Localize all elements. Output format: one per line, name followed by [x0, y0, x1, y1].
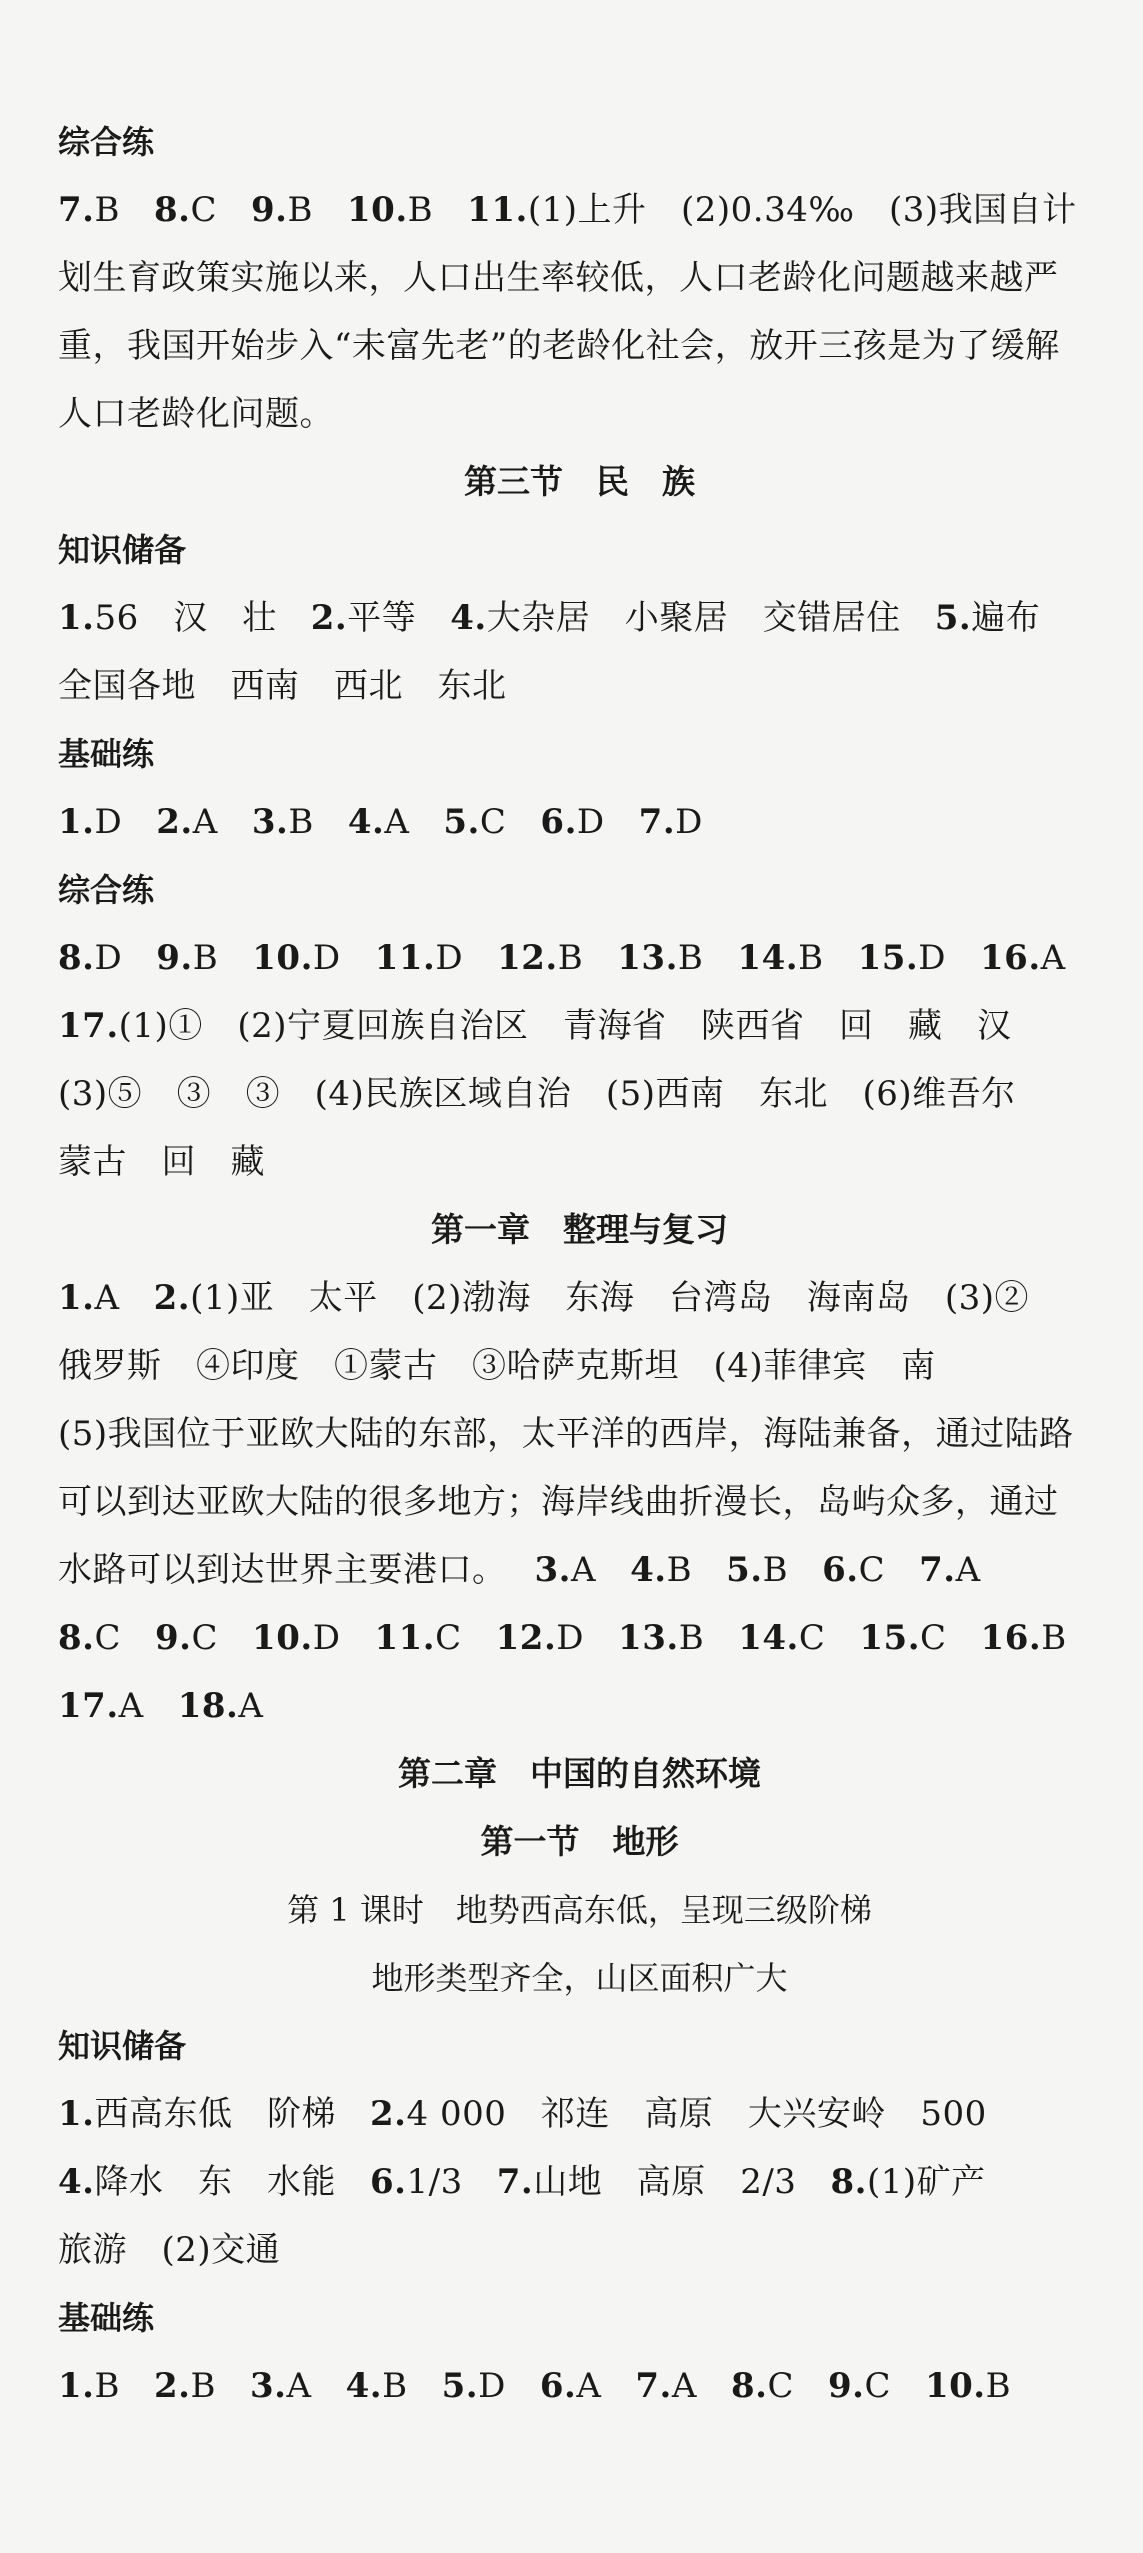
question-number: 4.: [450, 598, 487, 638]
answer-value: C: [858, 1550, 886, 1590]
answer-value: C: [191, 1618, 219, 1658]
question-number: 8.: [730, 2366, 768, 2406]
answer-item: [828, 2352, 891, 2420]
answer-value: B: [94, 2366, 120, 2406]
answer-line: [58, 584, 1101, 652]
question-number: 2.: [154, 2366, 191, 2406]
question-number: 5.: [443, 802, 480, 842]
question-number: 10.: [252, 938, 313, 978]
question-number: 5.: [934, 598, 972, 638]
answer-value: C: [479, 802, 507, 842]
question-number: 16.: [980, 1618, 1042, 1658]
answer-value: 山地 高原 2/3: [533, 2162, 797, 2202]
question-number: 1.: [58, 598, 95, 638]
answer-item: [731, 2352, 794, 2420]
answer-value: B: [762, 1550, 789, 1590]
answer-value: (1)矿产: [866, 2162, 986, 2202]
answer-value: D: [312, 1618, 341, 1658]
answer-item: [348, 788, 410, 856]
answer-item: [496, 1604, 584, 1672]
answer-text-line: 可以到达亚欧大陆的很多地方；海岸线曲折漫长，岛屿众多，通过: [58, 1482, 1059, 1522]
answer-value: A: [238, 1686, 264, 1726]
answer-value: B: [1041, 1618, 1067, 1658]
answer-value: B: [407, 190, 434, 230]
question-number: 17.: [58, 1006, 119, 1046]
question-number: 6.: [539, 2366, 577, 2406]
question-number: 7.: [58, 190, 95, 230]
answer-text-line: 重，我国开始步入“未富先老”的老龄化社会，放开三孩是为了缓解: [58, 326, 1060, 366]
answer-value: B: [677, 938, 704, 978]
question-number: 1.: [58, 802, 95, 842]
question-number: 1.: [58, 1278, 95, 1318]
answer-item: [154, 1264, 1029, 1332]
answer-item: [737, 924, 823, 992]
answer-value: 4 000 祁连 高原 大兴安岭 500: [406, 2094, 987, 2134]
answer-value: B: [557, 938, 584, 978]
answer-item: [58, 1672, 144, 1740]
answer-item: [497, 924, 583, 992]
answer-item: [375, 924, 463, 992]
section-label: 知识储备: [58, 2027, 187, 2065]
answer-value: C: [920, 1618, 947, 1658]
answer-value: 平等: [347, 598, 417, 638]
answer-value: A: [576, 2366, 602, 2406]
answer-value: 大杂居 小聚居 交错居住: [486, 598, 901, 638]
question-number: 8.: [830, 2162, 867, 2202]
question-number: 12.: [495, 1618, 557, 1658]
question-number: 13.: [617, 938, 678, 978]
question-number: 9.: [251, 190, 288, 230]
question-number: 9.: [155, 1618, 192, 1658]
answer-value: D: [94, 802, 123, 842]
question-number: 10.: [924, 2366, 986, 2406]
answer-line: [58, 788, 1101, 856]
answer-item: [540, 2352, 602, 2420]
section-label: 基础练: [58, 735, 155, 773]
answer-item: [635, 2352, 697, 2420]
answer-value: C: [190, 190, 218, 230]
question-number: 3.: [250, 2366, 287, 2406]
answer-item: [639, 788, 703, 856]
question-number: 12.: [497, 938, 558, 978]
answer-item: [981, 1604, 1067, 1672]
question-number: 2.: [310, 598, 348, 638]
answer-value: C: [94, 1618, 122, 1658]
answer-value: D: [435, 938, 464, 978]
question-number: 1.: [58, 2366, 95, 2406]
answer-item: [58, 1264, 120, 1332]
question-number: 3.: [251, 802, 289, 842]
answer-line: [58, 1264, 1101, 1332]
answer-text-line: (3)⑤ ③ ③ (4)民族区域自治 (5)西南 东北 (6)维吾尔: [58, 1074, 1016, 1114]
answer-item: [497, 2148, 797, 2216]
question-number: 7.: [638, 802, 676, 842]
answer-item: [630, 1536, 692, 1604]
section-heading: 第二章 中国的自然环境: [398, 1754, 761, 1793]
answer-value: B: [382, 2366, 408, 2406]
answer-line: [58, 2080, 1101, 2148]
answer-value: A: [286, 2366, 312, 2406]
answer-item: [442, 2352, 506, 2420]
answer-text: 水路可以到达世界主要港口。: [58, 1550, 507, 1590]
answer-item: [858, 924, 946, 992]
question-number: 18.: [177, 1686, 239, 1726]
question-number: 7.: [496, 2162, 534, 2202]
answer-item: [617, 924, 703, 992]
answer-value: C: [798, 1618, 826, 1658]
answer-item: [370, 2080, 987, 2148]
question-number: 14.: [738, 1618, 799, 1658]
answer-item: [830, 2148, 985, 2216]
answer-line: [58, 1672, 1101, 1740]
answer-item: [155, 1604, 218, 1672]
answer-line: [58, 176, 1101, 244]
answer-text-line: 人口老龄化问题。: [58, 394, 334, 434]
answer-value: 56 汉 壮: [94, 598, 277, 638]
answer-value: C: [767, 2366, 794, 2406]
answer-value: B: [192, 938, 219, 978]
question-number: 3.: [534, 1550, 571, 1590]
section-heading: 第三节 民 族: [464, 462, 695, 501]
section-heading: 第一节 地形: [480, 1822, 679, 1861]
answer-value: B: [287, 190, 314, 230]
question-number: 17.: [58, 1686, 119, 1726]
answer-item: [251, 176, 313, 244]
answer-item: [443, 788, 506, 856]
question-number: 8.: [58, 1618, 95, 1658]
answer-item: [252, 788, 314, 856]
answer-item: [58, 2080, 336, 2148]
answer-item: [156, 788, 218, 856]
answer-item: [58, 924, 122, 992]
answer-line: [58, 992, 1101, 1060]
section-label: 基础练: [58, 2299, 155, 2337]
answer-item: [58, 2148, 336, 2216]
question-number: 10.: [347, 190, 408, 230]
answer-item: [252, 1604, 340, 1672]
answer-value: B: [94, 190, 120, 230]
answer-item: [467, 176, 1076, 244]
answer-item: [178, 1672, 264, 1740]
answer-value: D: [312, 938, 341, 978]
question-number: 4.: [345, 2366, 383, 2406]
answer-item: [738, 1604, 825, 1672]
answer-value: C: [435, 1618, 462, 1658]
answer-item: [58, 992, 1011, 1060]
question-number: 6.: [540, 802, 577, 842]
answer-value: 1/3: [406, 2162, 463, 2202]
answer-item: [859, 1604, 946, 1672]
question-number: 4.: [630, 1550, 667, 1590]
answer-text-line: 旅游 (2)交通: [58, 2230, 281, 2270]
answer-value: 西高东低 阶梯: [94, 2094, 336, 2134]
answer-value: C: [864, 2366, 891, 2406]
answer-value: B: [190, 2366, 216, 2406]
answer-value: (1)亚 太平 (2)渤海 东海 台湾岛 海南岛 (3)②: [190, 1278, 1030, 1318]
answer-item: [925, 2352, 1011, 2420]
answer-value: B: [288, 802, 314, 842]
question-number: 8.: [154, 190, 191, 230]
answer-value: D: [675, 802, 703, 842]
question-number: 2.: [370, 2094, 407, 2134]
question-number: 2.: [156, 802, 193, 842]
answer-item: [618, 1604, 704, 1672]
answer-value: B: [985, 2366, 1012, 2406]
question-number: 15.: [859, 1618, 921, 1658]
question-number: 4.: [347, 802, 385, 842]
section-label: 知识储备: [58, 531, 187, 569]
answer-line: [58, 924, 1101, 992]
answer-text-line: (5)我国位于亚欧大陆的东部，太平洋的西岸，海陆兼备，通过陆路: [58, 1414, 1074, 1454]
answer-item: [252, 924, 340, 992]
answer-item: [154, 176, 217, 244]
question-number: 13.: [618, 1618, 679, 1658]
answer-item: [58, 788, 122, 856]
answer-value: B: [678, 1618, 705, 1658]
answer-line: [58, 2352, 1101, 2420]
question-number: 4.: [58, 2162, 95, 2202]
answer-value: D: [478, 2366, 506, 2406]
answer-item: [154, 2352, 216, 2420]
answer-item: [311, 584, 417, 652]
answer-item: [374, 1604, 461, 1672]
answer-line: [58, 1604, 1101, 1672]
answer-value: D: [576, 802, 605, 842]
answer-value: A: [955, 1550, 981, 1590]
lesson-subheading: 第 1 课时 地势西高东低，呈现三级阶梯: [287, 1891, 872, 1929]
answer-value: B: [666, 1550, 693, 1590]
question-number: 15.: [857, 938, 919, 978]
answer-item: [347, 176, 433, 244]
section-label: 综合练: [58, 871, 155, 909]
question-number: 7.: [919, 1550, 956, 1590]
answer-item: [58, 176, 120, 244]
question-number: 10.: [252, 1618, 313, 1658]
answer-item: [980, 924, 1066, 992]
question-number: 11.: [374, 938, 436, 978]
answer-line: [58, 1536, 1101, 1604]
answer-value: A: [671, 2366, 697, 2406]
answer-value: B: [798, 938, 824, 978]
question-number: 7.: [635, 2366, 672, 2406]
answer-item: [250, 2352, 312, 2420]
answer-item: [156, 924, 218, 992]
question-number: 1.: [58, 2094, 95, 2134]
question-number: 16.: [980, 938, 1041, 978]
answer-value: A: [94, 1278, 120, 1318]
answer-value: 遍布: [971, 598, 1041, 638]
answer-item: [346, 2352, 408, 2420]
section-label: 综合练: [58, 123, 155, 161]
answer-value: D: [556, 1618, 585, 1658]
answer-item: [450, 584, 901, 652]
answer-item: [822, 1536, 885, 1604]
question-number: 8.: [58, 938, 95, 978]
answer-text-line: 俄罗斯 ④印度 ①蒙古 ③哈萨克斯坦 (4)菲律宾 南: [58, 1346, 936, 1386]
answer-item: [535, 1536, 597, 1604]
question-number: 6.: [822, 1550, 859, 1590]
question-number: 2.: [153, 1278, 191, 1318]
answer-item: [370, 2148, 463, 2216]
question-number: 5.: [726, 1550, 763, 1590]
answer-value: (1)上升 (2)0.34‰ (3)我国自计: [527, 190, 1077, 230]
answer-value: A: [118, 1686, 144, 1726]
section-heading: 第一章 整理与复习: [431, 1210, 728, 1249]
answer-text-line: 划生育政策实施以来，人口出生率较低，人口老龄化问题越来越严: [58, 258, 1059, 298]
answer-item: [58, 1604, 121, 1672]
answer-item: [919, 1536, 981, 1604]
question-number: 9.: [156, 938, 193, 978]
answer-item: [935, 584, 1041, 652]
answer-item: [58, 584, 277, 652]
answer-value: (1)① (2)宁夏回族自治区 青海省 陕西省 回 藏 汉: [118, 1006, 1012, 1046]
answer-text-line: 全国各地 西南 西北 东北: [58, 666, 507, 706]
question-number: 6.: [370, 2162, 407, 2202]
answer-text-line: 蒙古 回 藏: [58, 1142, 265, 1182]
lesson-subheading: 地形类型齐全，山区面积广大: [371, 1959, 788, 1997]
answer-line: [58, 2148, 1101, 2216]
answer-value: A: [1040, 938, 1066, 978]
question-number: 11.: [374, 1618, 436, 1658]
answer-item: [726, 1536, 788, 1604]
question-number: 14.: [737, 938, 799, 978]
question-number: 5.: [441, 2366, 479, 2406]
question-number: 9.: [827, 2366, 865, 2406]
answer-value: D: [94, 938, 123, 978]
answer-value: D: [918, 938, 946, 978]
question-number: 11.: [467, 190, 528, 230]
answer-value: A: [571, 1550, 597, 1590]
answer-value: A: [192, 802, 218, 842]
answer-value: A: [384, 802, 410, 842]
answer-item: [540, 788, 604, 856]
answer-value: 降水 东 水能: [94, 2162, 336, 2202]
answer-item: [58, 2352, 120, 2420]
